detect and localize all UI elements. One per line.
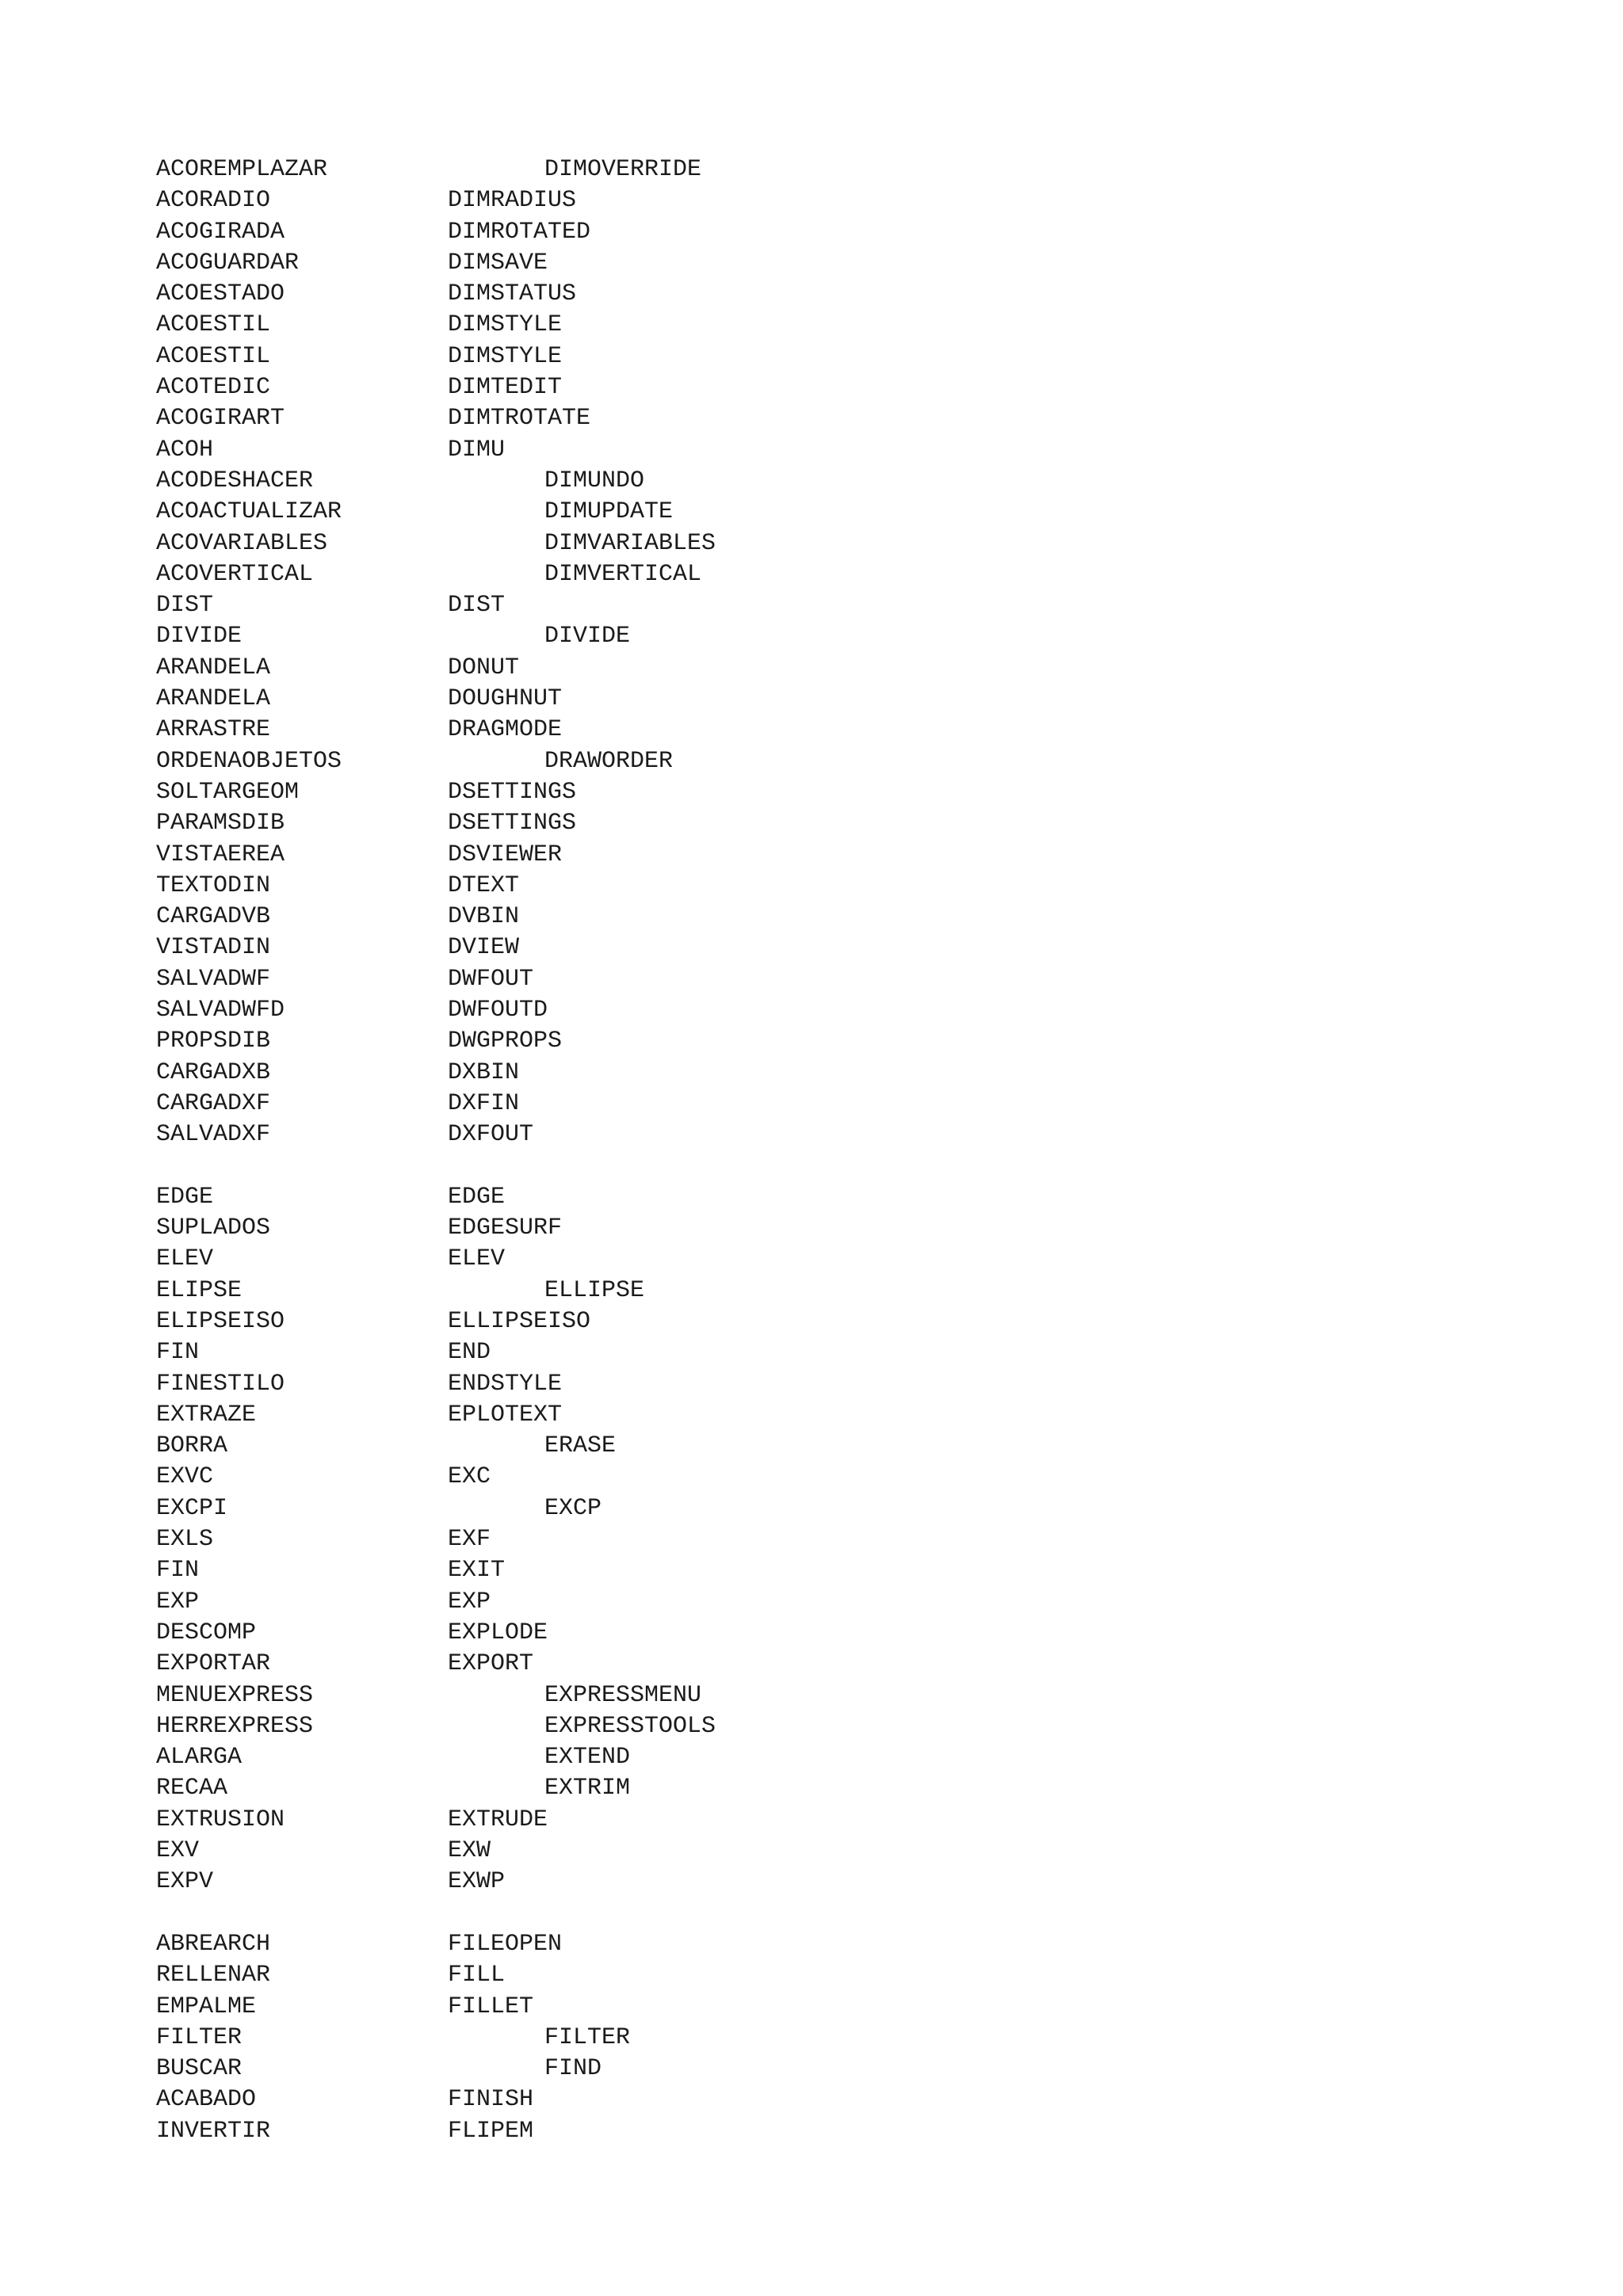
english-command: EXCP — [544, 1494, 602, 1522]
command-row — [156, 2023, 1503, 2054]
english-command: DSETTINGS — [448, 810, 577, 837]
spanish-command: FINESTILO — [156, 1370, 285, 1398]
command-row — [156, 871, 1503, 902]
spanish-command: EXTRAZE — [156, 1401, 257, 1428]
command-row — [156, 1618, 1503, 1649]
command-row — [156, 1369, 1503, 1400]
spanish-command: PROPSDIB — [156, 1028, 271, 1055]
english-command: DXFOUT — [448, 1121, 534, 1149]
english-command: FLIPEM — [448, 2117, 534, 2145]
english-command: DIMROTATED — [448, 218, 591, 246]
spanish-command: SUPLADOS — [156, 1215, 271, 1242]
command-row — [156, 1182, 1503, 1213]
spanish-command: ACOGUARDAR — [156, 249, 300, 277]
command-row — [156, 2084, 1503, 2115]
english-command: EXW — [448, 1837, 491, 1865]
command-row — [156, 1244, 1503, 1275]
command-row — [156, 715, 1503, 746]
english-command: EXC — [448, 1463, 491, 1491]
command-row — [156, 1836, 1503, 1867]
spanish-command: RECAA — [156, 1775, 228, 1802]
spanish-command: ACOVERTICAL — [156, 560, 314, 588]
command-row — [156, 590, 1503, 621]
spanish-command: VISTADIN — [156, 934, 271, 962]
command-row — [156, 279, 1503, 310]
english-command: ERASE — [544, 1432, 617, 1460]
spanish-command: ACOGIRART — [156, 405, 285, 433]
english-command: DIMRADIUS — [448, 187, 577, 215]
command-row — [156, 2116, 1503, 2147]
command-row — [156, 435, 1503, 466]
english-command: DWGPROPS — [448, 1028, 563, 1055]
spanish-command: SALVADXF — [156, 1121, 271, 1149]
spanish-command: ABREARCH — [156, 1930, 271, 1958]
command-row — [156, 372, 1503, 403]
command-row — [156, 217, 1503, 248]
spanish-command: ACOVARIABLES — [156, 529, 328, 557]
english-command: EXF — [448, 1526, 491, 1554]
spanish-command: FILTER — [156, 2023, 242, 2051]
spanish-command: EXLS — [156, 1526, 214, 1554]
english-command: DIST — [448, 592, 506, 620]
command-row — [156, 2054, 1503, 2084]
command-row — [156, 1680, 1503, 1711]
spanish-command: ACABADO — [156, 2086, 257, 2114]
command-row — [156, 933, 1503, 963]
english-command: DIMSTYLE — [448, 311, 563, 339]
spanish-command: ELEV — [156, 1245, 214, 1273]
spanish-command: ACOACTUALIZAR — [156, 498, 342, 526]
spanish-command: BORRA — [156, 1432, 228, 1460]
spanish-command: ACOESTIL — [156, 311, 271, 339]
spanish-command: CARGADXB — [156, 1058, 271, 1086]
command-row — [156, 1119, 1503, 1150]
command-translation-list — [156, 154, 1503, 2147]
english-command: EXP — [448, 1588, 491, 1615]
spanish-command: ACOGIRADA — [156, 218, 285, 246]
english-command: DIMVARIABLES — [544, 529, 716, 557]
command-row — [156, 528, 1503, 559]
spanish-command: ARANDELA — [156, 685, 271, 713]
spanish-command: ARRASTRE — [156, 716, 271, 744]
command-row — [156, 1306, 1503, 1337]
command-row — [156, 1493, 1503, 1524]
command-row — [156, 1805, 1503, 1836]
english-command: ELEV — [448, 1245, 506, 1273]
spanish-command: MENUEXPRESS — [156, 1681, 314, 1709]
command-row — [156, 1929, 1503, 1960]
english-command: EXPLODE — [448, 1619, 548, 1646]
english-command: DIMTROTATE — [448, 405, 591, 433]
english-command: DRAGMODE — [448, 716, 563, 744]
spanish-command: PARAMSDIB — [156, 810, 285, 837]
spanish-command: CARGADXF — [156, 1089, 271, 1117]
spanish-command: ORDENAOBJETOS — [156, 747, 342, 775]
english-command: END — [448, 1339, 491, 1367]
command-row — [156, 559, 1503, 590]
command-row — [156, 1742, 1503, 1773]
spanish-command: DESCOMP — [156, 1619, 257, 1646]
english-command: EXTRIM — [544, 1775, 631, 1802]
english-command: FILLET — [448, 1993, 534, 2020]
spanish-command: EXPV — [156, 1868, 214, 1896]
english-command: DIMSTYLE — [448, 342, 563, 370]
spanish-command: ALARGA — [156, 1744, 242, 1772]
spanish-command: EDGE — [156, 1183, 214, 1211]
english-command: EDGESURF — [448, 1215, 563, 1242]
spanish-command: ELIPSE — [156, 1276, 242, 1304]
english-command: ENDSTYLE — [448, 1370, 563, 1398]
english-command: DOUGHNUT — [448, 685, 563, 713]
english-command: DIMVERTICAL — [544, 560, 702, 588]
spanish-command: ARANDELA — [156, 654, 271, 681]
english-command: DXBIN — [448, 1058, 520, 1086]
english-command: DIMUNDO — [544, 467, 645, 494]
english-command: EPLOTEXT — [448, 1401, 563, 1428]
english-command: ELLIPSEISO — [448, 1307, 591, 1335]
command-row — [156, 154, 1503, 185]
command-row — [156, 403, 1503, 434]
group-separator — [156, 1151, 1503, 1182]
command-row — [156, 1555, 1503, 1586]
group-separator — [156, 1898, 1503, 1929]
english-command: DWFOUTD — [448, 997, 548, 1024]
english-command: EXTRUDE — [448, 1806, 548, 1833]
spanish-command: ELIPSEISO — [156, 1307, 285, 1335]
command-row — [156, 684, 1503, 715]
english-command: EXPRESSMENU — [544, 1681, 702, 1709]
english-command: DSVIEWER — [448, 841, 563, 868]
command-row — [156, 1026, 1503, 1057]
command-row — [156, 1058, 1503, 1089]
command-row — [156, 1431, 1503, 1462]
command-row — [156, 341, 1503, 372]
spanish-command: EXP — [156, 1588, 200, 1615]
command-row — [156, 1867, 1503, 1897]
spanish-command: SALVADWF — [156, 965, 271, 993]
command-row — [156, 1213, 1503, 1244]
spanish-command: TEXTODIN — [156, 871, 271, 899]
english-command: DIMSTATUS — [448, 280, 577, 308]
english-command: EXTEND — [544, 1744, 631, 1772]
spanish-command: ACODESHACER — [156, 467, 314, 494]
command-row — [156, 1773, 1503, 1804]
command-row — [156, 497, 1503, 528]
command-row — [156, 902, 1503, 933]
english-command: DSETTINGS — [448, 778, 577, 806]
spanish-command: SALVADWFD — [156, 997, 285, 1024]
english-command: DONUT — [448, 654, 520, 681]
english-command: DRAWORDER — [544, 747, 674, 775]
command-row — [156, 1089, 1503, 1119]
command-row — [156, 621, 1503, 652]
spanish-command: ACOESTIL — [156, 342, 271, 370]
spanish-command: ACORADIO — [156, 187, 271, 215]
command-row — [156, 1649, 1503, 1680]
command-row — [156, 1992, 1503, 2023]
spanish-command: BUSCAR — [156, 2055, 242, 2083]
spanish-command: HERREXPRESS — [156, 1712, 314, 1740]
english-command: EXPORT — [448, 1650, 534, 1678]
command-row — [156, 1960, 1503, 1991]
spanish-command: VISTAEREA — [156, 841, 285, 868]
spanish-command: INVERTIR — [156, 2117, 271, 2145]
english-command: DIMOVERRIDE — [544, 156, 702, 183]
command-row — [156, 746, 1503, 777]
spanish-command: SOLTARGEOM — [156, 778, 300, 806]
spanish-command: EXV — [156, 1837, 200, 1865]
spanish-command: EXCPI — [156, 1494, 228, 1522]
english-command: DVBIN — [448, 903, 520, 931]
command-row — [156, 1400, 1503, 1431]
english-command: EXPRESSTOOLS — [544, 1712, 716, 1740]
english-command: FILTER — [544, 2023, 631, 2051]
spanish-command: ACOREMPLAZAR — [156, 156, 328, 183]
command-row — [156, 840, 1503, 871]
command-row — [156, 1587, 1503, 1618]
command-row — [156, 310, 1503, 341]
command-row — [156, 1711, 1503, 1742]
english-command: ELLIPSE — [544, 1276, 645, 1304]
spanish-command: DIVIDE — [156, 623, 242, 650]
command-row — [156, 248, 1503, 279]
english-command: EDGE — [448, 1183, 506, 1211]
english-command: DIMU — [448, 436, 506, 463]
spanish-command: ACOESTADO — [156, 280, 285, 308]
spanish-command: FIN — [156, 1557, 200, 1585]
command-row — [156, 995, 1503, 1026]
command-row — [156, 808, 1503, 839]
english-command: FILL — [448, 1962, 506, 1989]
spanish-command: ACOH — [156, 436, 214, 463]
spanish-command: RELLENAR — [156, 1962, 271, 1989]
command-row — [156, 185, 1503, 216]
spanish-command: CARGADVB — [156, 903, 271, 931]
spanish-command: EXVC — [156, 1463, 214, 1491]
command-row — [156, 1276, 1503, 1306]
english-command: DVIEW — [448, 934, 520, 962]
english-command: DIMUPDATE — [544, 498, 674, 526]
spanish-command: EXPORTAR — [156, 1650, 271, 1678]
command-row — [156, 1524, 1503, 1555]
english-command: EXIT — [448, 1557, 506, 1585]
command-row — [156, 1462, 1503, 1493]
spanish-command: ACOTEDIC — [156, 374, 271, 402]
command-row — [156, 1337, 1503, 1368]
english-command: DTEXT — [448, 871, 520, 899]
english-command: FINISH — [448, 2086, 534, 2114]
english-command: DWFOUT — [448, 965, 534, 993]
english-command: DXFIN — [448, 1089, 520, 1117]
english-command: EXWP — [448, 1868, 506, 1896]
english-command: FILEOPEN — [448, 1930, 563, 1958]
english-command: DIMTEDIT — [448, 374, 563, 402]
command-row — [156, 653, 1503, 684]
command-row — [156, 777, 1503, 808]
command-row — [156, 466, 1503, 497]
english-command: FIND — [544, 2055, 602, 2083]
spanish-command: EXTRUSION — [156, 1806, 285, 1833]
english-command: DIMSAVE — [448, 249, 548, 277]
command-row — [156, 964, 1503, 995]
spanish-command: EMPALME — [156, 1993, 257, 2020]
english-command: DIVIDE — [544, 623, 631, 650]
spanish-command: FIN — [156, 1339, 200, 1367]
spanish-command: DIST — [156, 592, 214, 620]
